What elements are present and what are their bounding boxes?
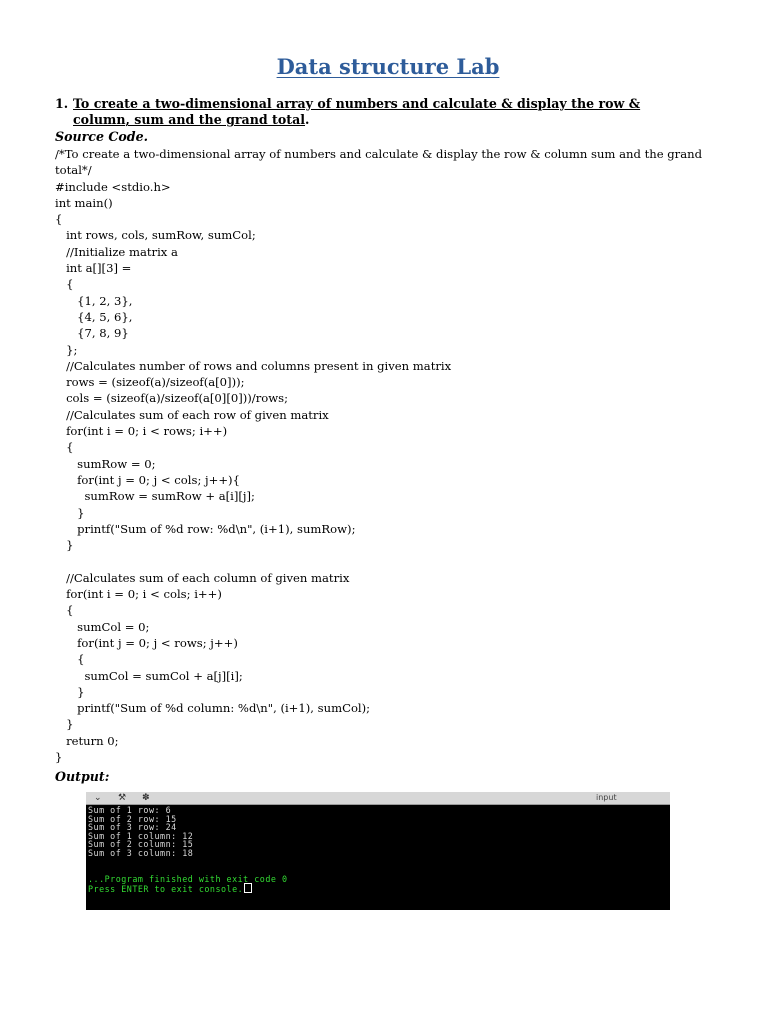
source-code-label: Source Code. — [55, 129, 148, 144]
console-press-line — [88, 883, 668, 894]
console-press-text: Press ENTER to exit console. — [88, 884, 244, 895]
bug-icon: ✽ — [142, 793, 150, 803]
console-input-label: input — [596, 793, 617, 802]
question-text-body: To create a two-dimensional array of numbers and calculate & display the row & column, sum and the grand total — [73, 96, 641, 128]
question-text-suffix: . — [305, 112, 310, 128]
page-title: Data structure Lab — [276, 54, 500, 79]
question-number: 1. — [55, 96, 69, 111]
console-screenshot — [86, 792, 670, 910]
console-exit-line: ...Program finished with exit code 0 — [88, 873, 288, 884]
console-output — [86, 805, 670, 895]
console-line: Sum of 2 column: 15 — [88, 839, 194, 850]
console-line: Sum of 3 column: 18 — [88, 847, 194, 858]
output-label: Output: — [55, 769, 110, 784]
tools-icon: ⚒ — [118, 793, 127, 803]
console-toolbar — [86, 792, 670, 805]
console-line: Sum of 3 row: 24 — [88, 822, 177, 833]
source-code-block: /*To create a two-dimensional array of numbers and calculate & display the row & column sum and the grand total*/ #include <stdio.h> int main() { int rows, cols, sumRow, sumCol; //Initialize matrix a int a[][3] = { {1, 2, 3}, {4, 5, 6}, {7, 8, 9} }; //Calculates number of rows and columns present in given matrix rows = (sizeof(a)/sizeof(a[0])); cols = (sizeof(a)/sizeof(a[0][0]))/rows; //Calculates sum of each row of given matrix for(int i = 0; i < rows; i++) { sumRow = 0; for(int j = 0; j < cols; j++){ sumRow = sumRow + a[i][j]; } printf("Sum of %d row: %d\n", (i+1), sumRow); } //Calculates sum of each column of given matrix for(int i = 0; i < cols; i++) { sumCol = 0; for(int j = 0; j < rows; j++) { sumCol = sumCol + a[j][i]; } printf("Sum of %d column: %d\n", (i+1), sumCol); } return 0; } — [55, 147, 703, 764]
console-cursor[interactable] — [244, 883, 252, 893]
question-text — [73, 96, 695, 129]
console-line: Sum of 2 row: 15 — [88, 813, 177, 824]
question-1 — [55, 96, 695, 129]
console-line: Sum of 1 column: 12 — [88, 830, 194, 841]
console-line: Sum of 1 row: 6 — [88, 805, 172, 815]
chevron-down-icon: ⌄ — [94, 793, 102, 803]
